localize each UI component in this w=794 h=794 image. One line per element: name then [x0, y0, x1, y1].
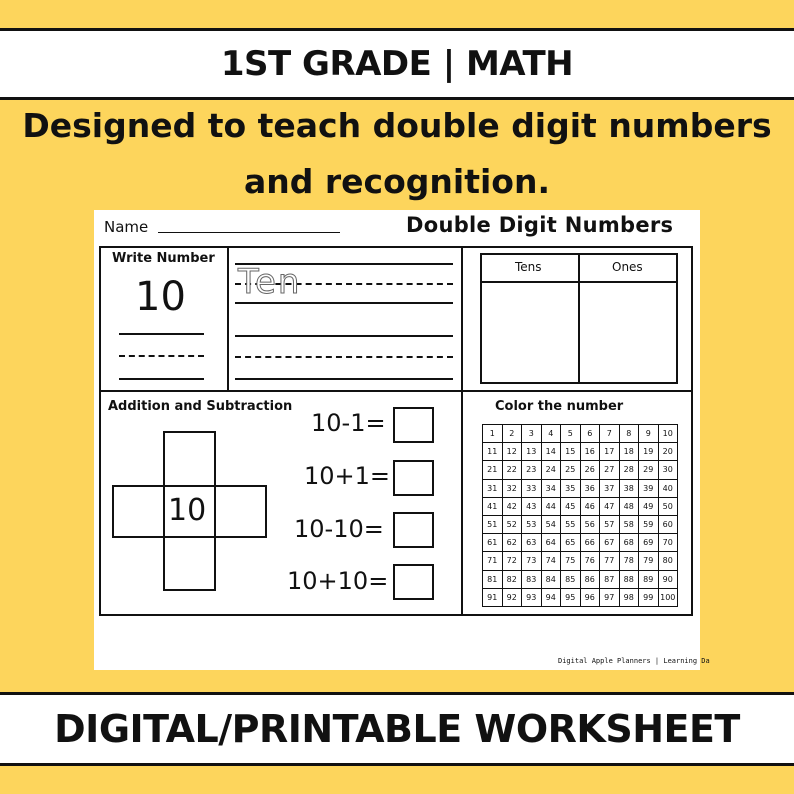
- hundreds-cell: 18: [620, 443, 640, 461]
- name-label: Name: [104, 218, 149, 236]
- hundreds-cell: 6: [581, 425, 601, 443]
- equation-2: 10+1=: [304, 462, 391, 490]
- addition-subtraction-label: Addition and Subtraction: [108, 399, 293, 414]
- hundreds-cell: 50: [659, 498, 679, 516]
- write-line-2: [119, 378, 204, 380]
- hundreds-cell: 62: [503, 534, 523, 552]
- hundreds-cell: 85: [561, 571, 581, 589]
- hundreds-cell: 37: [600, 480, 620, 498]
- hundreds-cell: 39: [639, 480, 659, 498]
- hundreds-cell: 38: [620, 480, 640, 498]
- hundreds-cell: 7: [600, 425, 620, 443]
- hundreds-cell: 43: [522, 498, 542, 516]
- hundreds-cell: 99: [639, 589, 659, 607]
- hundreds-cell: 28: [620, 461, 640, 479]
- worksheet-title: Double Digit Numbers: [406, 213, 674, 237]
- trace-dashed-2: [235, 356, 453, 358]
- hundreds-cell: 97: [600, 589, 620, 607]
- hundreds-cell: 65: [561, 534, 581, 552]
- answer-box-2: [393, 460, 434, 496]
- hundreds-cell: 77: [600, 552, 620, 570]
- hundreds-cell: 36: [581, 480, 601, 498]
- hundreds-cell: 3: [522, 425, 542, 443]
- hundreds-cell: 96: [581, 589, 601, 607]
- equation-1: 10-1=: [311, 409, 386, 437]
- hundreds-cell: 57: [600, 516, 620, 534]
- hundreds-cell: 46: [581, 498, 601, 516]
- hundreds-cell: 9: [639, 425, 659, 443]
- hundreds-cell: 54: [542, 516, 562, 534]
- hundreds-cell: 15: [561, 443, 581, 461]
- answer-box-1: [393, 407, 434, 443]
- hundreds-cell: 4: [542, 425, 562, 443]
- hundreds-cell: 41: [483, 498, 503, 516]
- hundreds-cell: 55: [561, 516, 581, 534]
- hundreds-cell: 23: [522, 461, 542, 479]
- hundreds-cell: 84: [542, 571, 562, 589]
- middle-divider: [99, 390, 693, 392]
- cross-top-box: [163, 431, 216, 487]
- hundreds-cell: 88: [620, 571, 640, 589]
- hundreds-cell: 52: [503, 516, 523, 534]
- hundreds-cell: 64: [542, 534, 562, 552]
- hundreds-cell: 83: [522, 571, 542, 589]
- description-line-2: and recognition.: [244, 162, 550, 201]
- hundreds-cell: 56: [581, 516, 601, 534]
- hundreds-cell: 49: [639, 498, 659, 516]
- hundreds-cell: 89: [639, 571, 659, 589]
- hundreds-cell: 100: [659, 589, 679, 607]
- hundreds-cell: 19: [639, 443, 659, 461]
- hundreds-cell: 58: [620, 516, 640, 534]
- bottom-banner: DIGITAL/PRINTABLE WORKSHEET: [0, 692, 794, 766]
- hundreds-cell: 20: [659, 443, 679, 461]
- trace-line-2: [235, 335, 453, 337]
- number-display: 10: [135, 274, 186, 320]
- answer-box-3: [393, 512, 434, 548]
- hundreds-cell: 70: [659, 534, 679, 552]
- tens-ones-divider: [578, 253, 580, 384]
- hundreds-cell: 91: [483, 589, 503, 607]
- hundreds-cell: 17: [600, 443, 620, 461]
- hundreds-cell: 66: [581, 534, 601, 552]
- hundreds-cell: 44: [542, 498, 562, 516]
- hundreds-cell: 67: [600, 534, 620, 552]
- hundreds-cell: 82: [503, 571, 523, 589]
- hundreds-cell: 11: [483, 443, 503, 461]
- trace-line-3: [235, 378, 453, 380]
- top-banner: 1ST GRADE | MATH: [0, 28, 794, 100]
- hundreds-cell: 60: [659, 516, 679, 534]
- hundreds-cell: 87: [600, 571, 620, 589]
- hundreds-cell: 24: [542, 461, 562, 479]
- cross-right-box: [214, 485, 267, 538]
- hundreds-cell: 74: [542, 552, 562, 570]
- hundreds-cell: 35: [561, 480, 581, 498]
- hundreds-cell: 34: [542, 480, 562, 498]
- hundreds-cell: 53: [522, 516, 542, 534]
- color-number-label: Color the number: [495, 399, 624, 414]
- hundreds-cell: 21: [483, 461, 503, 479]
- write-dashed-line: [119, 355, 204, 357]
- hundreds-cell: 26: [581, 461, 601, 479]
- hundreds-cell: 13: [522, 443, 542, 461]
- write-number-label: Write Number: [112, 251, 215, 266]
- hundreds-cell: 8: [620, 425, 640, 443]
- hundreds-cell: 63: [522, 534, 542, 552]
- hundreds-cell: 86: [581, 571, 601, 589]
- hundreds-cell: 48: [620, 498, 640, 516]
- hundreds-cell: 51: [483, 516, 503, 534]
- hundreds-cell: 30: [659, 461, 679, 479]
- cross-bottom-box: [163, 536, 216, 591]
- hundreds-cell: 27: [600, 461, 620, 479]
- hundreds-cell: 76: [581, 552, 601, 570]
- hundreds-cell: 71: [483, 552, 503, 570]
- hundreds-cell: 59: [639, 516, 659, 534]
- hundreds-cell: 94: [542, 589, 562, 607]
- hundreds-cell: 95: [561, 589, 581, 607]
- hundreds-cell: 72: [503, 552, 523, 570]
- name-line: [158, 232, 340, 233]
- hundreds-cell: 14: [542, 443, 562, 461]
- hundreds-cell: 47: [600, 498, 620, 516]
- hundreds-cell: 1: [483, 425, 503, 443]
- ones-label: Ones: [612, 260, 643, 274]
- center-number: 10: [168, 493, 207, 528]
- hundreds-cell: 10: [659, 425, 679, 443]
- hundreds-cell: 32: [503, 480, 523, 498]
- tens-label: Tens: [515, 260, 542, 274]
- hundreds-cell: 78: [620, 552, 640, 570]
- hundreds-cell: 75: [561, 552, 581, 570]
- hundreds-cell: 2: [503, 425, 523, 443]
- worksheet-footer: Digital Apple Planners | Learning Da: [558, 657, 710, 665]
- hundreds-cell: 92: [503, 589, 523, 607]
- hundreds-cell: 33: [522, 480, 542, 498]
- equation-3: 10-10=: [294, 515, 384, 543]
- trace-word: Ten: [238, 262, 302, 302]
- hundreds-cell: 45: [561, 498, 581, 516]
- write-line-1: [119, 333, 204, 335]
- hundreds-cell: 73: [522, 552, 542, 570]
- hundreds-cell: 22: [503, 461, 523, 479]
- hundreds-cell: 25: [561, 461, 581, 479]
- equation-4: 10+10=: [287, 567, 389, 595]
- hundreds-cell: 79: [639, 552, 659, 570]
- hundreds-cell: 69: [639, 534, 659, 552]
- cross-left-box: [112, 485, 165, 538]
- hundreds-cell: 81: [483, 571, 503, 589]
- hundreds-cell: 42: [503, 498, 523, 516]
- write-number-divider: [227, 246, 229, 391]
- hundreds-cell: 61: [483, 534, 503, 552]
- hundreds-chart: [482, 424, 678, 607]
- answer-box-4: [393, 564, 434, 600]
- hundreds-cell: 98: [620, 589, 640, 607]
- hundreds-cell: 90: [659, 571, 679, 589]
- vertical-divider: [461, 246, 463, 616]
- hundreds-cell: 93: [522, 589, 542, 607]
- hundreds-cell: 5: [561, 425, 581, 443]
- hundreds-cell: 29: [639, 461, 659, 479]
- hundreds-cell: 40: [659, 480, 679, 498]
- trace-line-base: [235, 302, 453, 304]
- hundreds-cell: 16: [581, 443, 601, 461]
- hundreds-cell: 68: [620, 534, 640, 552]
- hundreds-cell: 80: [659, 552, 679, 570]
- hundreds-cell: 31: [483, 480, 503, 498]
- description-line-1: Designed to teach double digit numbers: [22, 106, 772, 145]
- hundreds-cell: 12: [503, 443, 523, 461]
